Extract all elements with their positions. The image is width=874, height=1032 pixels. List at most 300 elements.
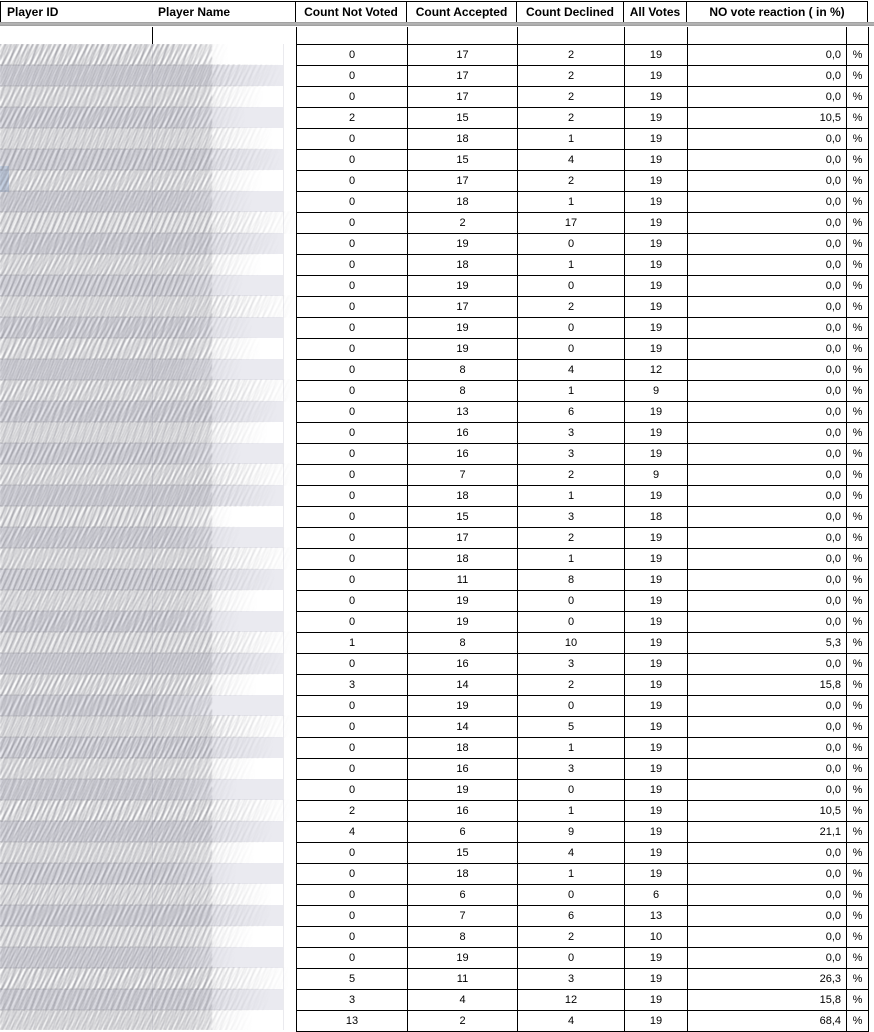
cell-count-accepted[interactable]: 2 <box>408 213 518 234</box>
cell-count-accepted[interactable]: 13 <box>408 402 518 423</box>
cell-all-votes[interactable]: 19 <box>625 843 688 864</box>
cell-count-not-voted[interactable]: 0 <box>297 948 408 969</box>
cell-no-vote-reaction-pct[interactable]: 0,0 <box>688 66 847 87</box>
cell-count-declined[interactable]: 1 <box>518 255 625 276</box>
cell-count-declined[interactable]: 1 <box>518 381 625 402</box>
cell-percent-symbol[interactable]: % <box>847 717 869 738</box>
cell-count-not-voted[interactable]: 0 <box>297 864 408 885</box>
cell-count-not-voted[interactable]: 0 <box>297 213 408 234</box>
cell-count-not-voted[interactable]: 0 <box>297 192 408 213</box>
cell-count-accepted[interactable]: 4 <box>408 990 518 1011</box>
empty-cell[interactable] <box>688 27 847 44</box>
cell-all-votes[interactable]: 10 <box>625 927 688 948</box>
cell-all-votes[interactable]: 19 <box>625 864 688 885</box>
cell-all-votes[interactable]: 19 <box>625 675 688 696</box>
cell-no-vote-reaction-pct[interactable]: 26,3 <box>688 969 847 990</box>
cell-no-vote-reaction-pct[interactable]: 0,0 <box>688 759 847 780</box>
cell-no-vote-reaction-pct[interactable]: 0,0 <box>688 318 847 339</box>
cell-count-declined[interactable]: 0 <box>518 318 625 339</box>
cell-count-accepted[interactable]: 19 <box>408 612 518 633</box>
cell-count-not-voted[interactable]: 0 <box>297 549 408 570</box>
cell-count-declined[interactable]: 6 <box>518 402 625 423</box>
cell-all-votes[interactable]: 19 <box>625 66 688 87</box>
cell-count-accepted[interactable]: 18 <box>408 192 518 213</box>
cell-percent-symbol[interactable]: % <box>847 696 869 717</box>
cell-all-votes[interactable]: 19 <box>625 696 688 717</box>
empty-cell[interactable] <box>518 27 625 44</box>
cell-count-accepted[interactable]: 8 <box>408 633 518 654</box>
cell-count-declined[interactable]: 2 <box>518 87 625 108</box>
cell-all-votes[interactable]: 19 <box>625 255 688 276</box>
header-all-votes[interactable]: All Votes <box>624 2 687 22</box>
empty-cell[interactable] <box>297 27 408 44</box>
cell-count-accepted[interactable]: 18 <box>408 129 518 150</box>
cell-all-votes[interactable]: 19 <box>625 717 688 738</box>
cell-count-accepted[interactable]: 16 <box>408 654 518 675</box>
cell-count-declined[interactable]: 4 <box>518 1011 625 1032</box>
cell-count-not-voted[interactable]: 0 <box>297 465 408 486</box>
cell-count-declined[interactable]: 0 <box>518 591 625 612</box>
cell-count-declined[interactable]: 10 <box>518 633 625 654</box>
cell-all-votes[interactable]: 19 <box>625 948 688 969</box>
cell-percent-symbol[interactable]: % <box>847 927 869 948</box>
cell-percent-symbol[interactable]: % <box>847 822 869 843</box>
cell-count-not-voted[interactable]: 0 <box>297 612 408 633</box>
cell-all-votes[interactable]: 19 <box>625 423 688 444</box>
cell-count-declined[interactable]: 2 <box>518 45 625 66</box>
cell-all-votes[interactable]: 19 <box>625 654 688 675</box>
cell-all-votes[interactable]: 19 <box>625 234 688 255</box>
cell-percent-symbol[interactable]: % <box>847 402 869 423</box>
cell-percent-symbol[interactable]: % <box>847 801 869 822</box>
cell-count-accepted[interactable]: 8 <box>408 360 518 381</box>
redaction-scribble <box>0 211 296 234</box>
cell-count-not-voted[interactable]: 0 <box>297 906 408 927</box>
cell-percent-symbol[interactable]: % <box>847 507 869 528</box>
cell-all-votes[interactable]: 19 <box>625 528 688 549</box>
cell-percent-symbol[interactable]: % <box>847 738 869 759</box>
cell-count-not-voted[interactable]: 0 <box>297 486 408 507</box>
cell-no-vote-reaction-pct[interactable]: 0,0 <box>688 717 847 738</box>
cell-count-not-voted[interactable]: 0 <box>297 570 408 591</box>
cell-percent-symbol[interactable]: % <box>847 297 869 318</box>
cell-count-not-voted[interactable]: 1 <box>297 633 408 654</box>
cell-count-declined[interactable]: 1 <box>518 486 625 507</box>
cell-no-vote-reaction-pct[interactable]: 0,0 <box>688 612 847 633</box>
cell-count-declined[interactable]: 0 <box>518 612 625 633</box>
cell-no-vote-reaction-pct[interactable]: 0,0 <box>688 591 847 612</box>
cell-no-vote-reaction-pct[interactable]: 0,0 <box>688 528 847 549</box>
cell-all-votes[interactable]: 19 <box>625 171 688 192</box>
cell-count-not-voted[interactable]: 0 <box>297 255 408 276</box>
cell-all-votes[interactable]: 19 <box>625 297 688 318</box>
cell-count-accepted[interactable]: 7 <box>408 465 518 486</box>
cell-all-votes[interactable]: 19 <box>625 45 688 66</box>
cell-percent-symbol[interactable]: % <box>847 192 869 213</box>
cell-no-vote-reaction-pct[interactable]: 10,5 <box>688 108 847 129</box>
cell-count-not-voted[interactable]: 0 <box>297 717 408 738</box>
header-player-id[interactable]: Player ID <box>0 2 152 22</box>
cell-count-not-voted[interactable]: 2 <box>297 108 408 129</box>
cell-no-vote-reaction-pct[interactable]: 5,3 <box>688 633 847 654</box>
cell-no-vote-reaction-pct[interactable]: 0,0 <box>688 465 847 486</box>
cell-count-declined[interactable]: 0 <box>518 885 625 906</box>
cell-all-votes[interactable]: 19 <box>625 108 688 129</box>
cell-count-declined[interactable]: 0 <box>518 276 625 297</box>
cell-all-votes[interactable]: 13 <box>625 906 688 927</box>
cell-no-vote-reaction-pct[interactable]: 0,0 <box>688 339 847 360</box>
cell-percent-symbol[interactable]: % <box>847 1011 869 1032</box>
cell-percent-symbol[interactable]: % <box>847 906 869 927</box>
cell-count-accepted[interactable]: 14 <box>408 675 518 696</box>
cell-percent-symbol[interactable]: % <box>847 675 869 696</box>
cell-percent-symbol[interactable]: % <box>847 45 869 66</box>
cell-all-votes[interactable]: 19 <box>625 738 688 759</box>
cell-count-not-voted[interactable]: 0 <box>297 45 408 66</box>
cell-no-vote-reaction-pct[interactable]: 0,0 <box>688 696 847 717</box>
cell-all-votes[interactable]: 19 <box>625 591 688 612</box>
cell-count-not-voted[interactable]: 0 <box>297 171 408 192</box>
cell-count-declined[interactable]: 4 <box>518 360 625 381</box>
cell-count-not-voted[interactable]: 0 <box>297 843 408 864</box>
cell-count-accepted[interactable]: 2 <box>408 1011 518 1032</box>
cell-count-accepted[interactable]: 17 <box>408 171 518 192</box>
cell-count-accepted[interactable]: 18 <box>408 549 518 570</box>
cell-no-vote-reaction-pct[interactable]: 0,0 <box>688 507 847 528</box>
empty-cell[interactable] <box>625 27 688 44</box>
cell-count-declined[interactable]: 3 <box>518 423 625 444</box>
cell-count-accepted[interactable]: 19 <box>408 339 518 360</box>
cell-no-vote-reaction-pct[interactable]: 0,0 <box>688 297 847 318</box>
cell-count-not-voted[interactable]: 0 <box>297 318 408 339</box>
cell-all-votes[interactable]: 19 <box>625 87 688 108</box>
cell-count-declined[interactable]: 0 <box>518 696 625 717</box>
cell-no-vote-reaction-pct[interactable]: 0,0 <box>688 360 847 381</box>
cell-count-not-voted[interactable]: 0 <box>297 297 408 318</box>
cell-percent-symbol[interactable]: % <box>847 87 869 108</box>
cell-all-votes[interactable]: 19 <box>625 150 688 171</box>
cell-count-accepted[interactable]: 17 <box>408 66 518 87</box>
cell-count-declined[interactable]: 0 <box>518 948 625 969</box>
header-count-declined[interactable]: Count Declined <box>517 2 624 22</box>
cell-all-votes[interactable]: 6 <box>625 885 688 906</box>
cell-count-accepted[interactable]: 15 <box>408 150 518 171</box>
cell-percent-symbol[interactable]: % <box>847 234 869 255</box>
cell-no-vote-reaction-pct[interactable]: 0,0 <box>688 87 847 108</box>
freeze-pane-divider[interactable] <box>0 22 874 26</box>
cell-all-votes[interactable]: 19 <box>625 612 688 633</box>
cell-all-votes[interactable]: 19 <box>625 213 688 234</box>
redaction-scribble <box>0 127 272 150</box>
cell-no-vote-reaction-pct[interactable]: 0,0 <box>688 927 847 948</box>
cell-all-votes[interactable]: 9 <box>625 465 688 486</box>
cell-percent-symbol[interactable]: % <box>847 486 869 507</box>
cell-no-vote-reaction-pct[interactable]: 0,0 <box>688 843 847 864</box>
empty-cell[interactable] <box>408 27 518 44</box>
cell-count-accepted[interactable]: 16 <box>408 759 518 780</box>
cell-no-vote-reaction-pct[interactable]: 0,0 <box>688 150 847 171</box>
cell-all-votes[interactable]: 19 <box>625 192 688 213</box>
cell-percent-symbol[interactable]: % <box>847 339 869 360</box>
cell-count-declined[interactable]: 1 <box>518 864 625 885</box>
cell-count-declined[interactable]: 2 <box>518 66 625 87</box>
cell-count-declined[interactable]: 3 <box>518 654 625 675</box>
cell-percent-symbol[interactable]: % <box>847 465 869 486</box>
header-no-vote-reaction[interactable]: NO vote reaction ( in %) <box>687 2 868 22</box>
cell-all-votes[interactable]: 19 <box>625 1011 688 1032</box>
cell-all-votes[interactable]: 19 <box>625 990 688 1011</box>
cell-count-declined[interactable]: 0 <box>518 234 625 255</box>
cell-count-not-voted[interactable]: 0 <box>297 528 408 549</box>
cell-count-declined[interactable]: 2 <box>518 465 625 486</box>
cell-count-declined[interactable]: 4 <box>518 150 625 171</box>
cell-all-votes[interactable]: 19 <box>625 402 688 423</box>
cell-count-not-voted[interactable]: 0 <box>297 780 408 801</box>
cell-count-accepted[interactable]: 18 <box>408 486 518 507</box>
cell-all-votes[interactable]: 19 <box>625 276 688 297</box>
cell-count-declined[interactable]: 12 <box>518 990 625 1011</box>
cell-count-accepted[interactable]: 16 <box>408 444 518 465</box>
cell-count-accepted[interactable]: 17 <box>408 528 518 549</box>
cell-percent-symbol[interactable]: % <box>847 549 869 570</box>
cell-count-declined[interactable]: 0 <box>518 780 625 801</box>
cell-count-not-voted[interactable]: 0 <box>297 234 408 255</box>
cell-no-vote-reaction-pct[interactable]: 0,0 <box>688 486 847 507</box>
cell-count-declined[interactable]: 5 <box>518 717 625 738</box>
cell-count-not-voted[interactable]: 3 <box>297 675 408 696</box>
cell-no-vote-reaction-pct[interactable]: 15,8 <box>688 675 847 696</box>
cell-percent-symbol[interactable]: % <box>847 150 869 171</box>
empty-cell[interactable] <box>847 27 869 44</box>
cell-percent-symbol[interactable]: % <box>847 612 869 633</box>
cell-no-vote-reaction-pct[interactable]: 0,0 <box>688 192 847 213</box>
cell-count-accepted[interactable]: 19 <box>408 318 518 339</box>
cell-count-accepted[interactable]: 11 <box>408 570 518 591</box>
cell-count-declined[interactable]: 1 <box>518 801 625 822</box>
cell-no-vote-reaction-pct[interactable]: 0,0 <box>688 381 847 402</box>
cell-percent-symbol[interactable]: % <box>847 654 869 675</box>
cell-all-votes[interactable]: 19 <box>625 549 688 570</box>
cell-no-vote-reaction-pct[interactable]: 0,0 <box>688 906 847 927</box>
cell-percent-symbol[interactable]: % <box>847 570 869 591</box>
cell-all-votes[interactable]: 19 <box>625 318 688 339</box>
cell-percent-symbol[interactable]: % <box>847 759 869 780</box>
cell-count-accepted[interactable]: 17 <box>408 87 518 108</box>
cell-count-not-voted[interactable]: 0 <box>297 444 408 465</box>
cell-count-accepted[interactable]: 19 <box>408 696 518 717</box>
cell-count-not-voted[interactable]: 0 <box>297 507 408 528</box>
cell-all-votes[interactable]: 19 <box>625 969 688 990</box>
cell-count-declined[interactable]: 2 <box>518 171 625 192</box>
cell-count-not-voted[interactable]: 2 <box>297 801 408 822</box>
cell-no-vote-reaction-pct[interactable]: 0,0 <box>688 402 847 423</box>
cell-percent-symbol[interactable]: % <box>847 360 869 381</box>
cell-count-not-voted[interactable]: 0 <box>297 339 408 360</box>
cell-count-accepted[interactable]: 7 <box>408 906 518 927</box>
cell-no-vote-reaction-pct[interactable]: 15,8 <box>688 990 847 1011</box>
cell-count-declined[interactable]: 6 <box>518 906 625 927</box>
cell-count-accepted[interactable]: 15 <box>408 108 518 129</box>
cell-count-accepted[interactable]: 8 <box>408 927 518 948</box>
cell-no-vote-reaction-pct[interactable]: 0,0 <box>688 276 847 297</box>
cell-count-accepted[interactable]: 11 <box>408 969 518 990</box>
cell-percent-symbol[interactable]: % <box>847 423 869 444</box>
cell-no-vote-reaction-pct[interactable]: 0,0 <box>688 738 847 759</box>
cell-count-not-voted[interactable]: 0 <box>297 129 408 150</box>
redaction-scribble <box>0 799 290 822</box>
cell-count-not-voted[interactable]: 0 <box>297 423 408 444</box>
cell-count-accepted[interactable]: 14 <box>408 717 518 738</box>
cell-percent-symbol[interactable]: % <box>847 444 869 465</box>
cell-count-not-voted[interactable]: 0 <box>297 360 408 381</box>
cell-count-not-voted[interactable]: 5 <box>297 969 408 990</box>
cell-count-declined[interactable]: 3 <box>518 507 625 528</box>
cell-count-accepted[interactable]: 15 <box>408 507 518 528</box>
cell-no-vote-reaction-pct[interactable]: 0,0 <box>688 948 847 969</box>
cell-count-declined[interactable]: 4 <box>518 843 625 864</box>
cell-all-votes[interactable]: 19 <box>625 633 688 654</box>
cell-count-not-voted[interactable]: 0 <box>297 402 408 423</box>
cell-percent-symbol[interactable]: % <box>847 213 869 234</box>
cell-count-accepted[interactable]: 19 <box>408 234 518 255</box>
cell-count-not-voted[interactable]: 4 <box>297 822 408 843</box>
cell-count-accepted[interactable]: 19 <box>408 591 518 612</box>
cell-count-declined[interactable]: 3 <box>518 759 625 780</box>
header-count-accepted[interactable]: Count Accepted <box>407 2 517 22</box>
cell-percent-symbol[interactable]: % <box>847 129 869 150</box>
cell-no-vote-reaction-pct[interactable]: 0,0 <box>688 423 847 444</box>
cell-all-votes[interactable]: 18 <box>625 507 688 528</box>
cell-count-declined[interactable]: 8 <box>518 570 625 591</box>
cell-count-declined[interactable]: 1 <box>518 549 625 570</box>
header-count-not-voted[interactable]: Count Not Voted <box>296 2 407 22</box>
cell-count-not-voted[interactable]: 3 <box>297 990 408 1011</box>
cell-percent-symbol[interactable]: % <box>847 591 869 612</box>
cell-percent-symbol[interactable]: % <box>847 381 869 402</box>
cell-percent-symbol[interactable]: % <box>847 633 869 654</box>
cell-percent-symbol[interactable]: % <box>847 780 869 801</box>
cell-count-not-voted[interactable]: 0 <box>297 738 408 759</box>
cell-all-votes[interactable]: 19 <box>625 339 688 360</box>
cell-percent-symbol[interactable]: % <box>847 276 869 297</box>
cell-count-declined[interactable]: 2 <box>518 927 625 948</box>
cell-all-votes[interactable]: 19 <box>625 444 688 465</box>
cell-percent-symbol[interactable]: % <box>847 171 869 192</box>
cell-count-not-voted[interactable]: 0 <box>297 276 408 297</box>
cell-all-votes[interactable]: 19 <box>625 129 688 150</box>
cell-no-vote-reaction-pct[interactable]: 0,0 <box>688 213 847 234</box>
cell-percent-symbol[interactable]: % <box>847 843 869 864</box>
cell-count-not-voted[interactable]: 13 <box>297 1011 408 1032</box>
cell-percent-symbol[interactable]: % <box>847 255 869 276</box>
cell-count-not-voted[interactable]: 0 <box>297 591 408 612</box>
cell-all-votes[interactable]: 19 <box>625 822 688 843</box>
cell-no-vote-reaction-pct[interactable]: 10,5 <box>688 801 847 822</box>
cell-count-not-voted[interactable]: 0 <box>297 87 408 108</box>
cell-count-not-voted[interactable]: 0 <box>297 759 408 780</box>
cell-count-declined[interactable]: 3 <box>518 444 625 465</box>
cell-count-not-voted[interactable]: 0 <box>297 381 408 402</box>
cell-count-accepted[interactable]: 6 <box>408 885 518 906</box>
cell-count-not-voted[interactable]: 0 <box>297 66 408 87</box>
cell-count-declined[interactable]: 1 <box>518 192 625 213</box>
cell-count-not-voted[interactable]: 0 <box>297 696 408 717</box>
cell-percent-symbol[interactable]: % <box>847 885 869 906</box>
cell-no-vote-reaction-pct[interactable]: 0,0 <box>688 549 847 570</box>
cell-all-votes[interactable]: 19 <box>625 486 688 507</box>
cell-count-declined[interactable]: 2 <box>518 528 625 549</box>
cell-percent-symbol[interactable]: % <box>847 864 869 885</box>
cell-no-vote-reaction-pct[interactable]: 0,0 <box>688 444 847 465</box>
cell-no-vote-reaction-pct[interactable]: 0,0 <box>688 570 847 591</box>
cell-no-vote-reaction-pct[interactable]: 0,0 <box>688 885 847 906</box>
cell-count-not-voted[interactable]: 0 <box>297 654 408 675</box>
cell-count-not-voted[interactable]: 0 <box>297 927 408 948</box>
cell-count-accepted[interactable]: 6 <box>408 822 518 843</box>
cell-all-votes[interactable]: 19 <box>625 780 688 801</box>
cell-count-accepted[interactable]: 16 <box>408 423 518 444</box>
cell-count-not-voted[interactable]: 0 <box>297 150 408 171</box>
cell-all-votes[interactable]: 19 <box>625 759 688 780</box>
cell-all-votes[interactable]: 9 <box>625 381 688 402</box>
cell-percent-symbol[interactable]: % <box>847 528 869 549</box>
cell-count-declined[interactable]: 2 <box>518 297 625 318</box>
table-row <box>297 87 869 108</box>
cell-no-vote-reaction-pct[interactable]: 68,4 <box>688 1011 847 1032</box>
cell-count-declined[interactable]: 17 <box>518 213 625 234</box>
cell-percent-symbol[interactable]: % <box>847 948 869 969</box>
cell-percent-symbol[interactable]: % <box>847 969 869 990</box>
cell-no-vote-reaction-pct[interactable]: 0,0 <box>688 45 847 66</box>
cell-no-vote-reaction-pct[interactable]: 0,0 <box>688 864 847 885</box>
cell-percent-symbol[interactable]: % <box>847 108 869 129</box>
cell-count-declined[interactable]: 9 <box>518 822 625 843</box>
cell-no-vote-reaction-pct[interactable]: 21,1 <box>688 822 847 843</box>
cell-count-accepted[interactable]: 15 <box>408 843 518 864</box>
cell-all-votes[interactable]: 19 <box>625 570 688 591</box>
header-player-name[interactable]: Player Name <box>152 2 296 22</box>
cell-percent-symbol[interactable]: % <box>847 990 869 1011</box>
cell-count-declined[interactable]: 2 <box>518 108 625 129</box>
cell-no-vote-reaction-pct[interactable]: 0,0 <box>688 171 847 192</box>
cell-count-accepted[interactable]: 19 <box>408 780 518 801</box>
cell-count-declined[interactable]: 1 <box>518 129 625 150</box>
cell-count-accepted[interactable]: 18 <box>408 255 518 276</box>
cell-count-accepted[interactable]: 19 <box>408 276 518 297</box>
cell-count-declined[interactable]: 3 <box>518 969 625 990</box>
cell-count-accepted[interactable]: 18 <box>408 864 518 885</box>
cell-no-vote-reaction-pct[interactable]: 0,0 <box>688 780 847 801</box>
cell-percent-symbol[interactable]: % <box>847 318 869 339</box>
cell-no-vote-reaction-pct[interactable]: 0,0 <box>688 654 847 675</box>
cell-count-accepted[interactable]: 8 <box>408 381 518 402</box>
cell-no-vote-reaction-pct[interactable]: 0,0 <box>688 234 847 255</box>
cell-percent-symbol[interactable]: % <box>847 66 869 87</box>
cell-count-declined[interactable]: 0 <box>518 339 625 360</box>
cell-no-vote-reaction-pct[interactable]: 0,0 <box>688 129 847 150</box>
cell-count-accepted[interactable]: 17 <box>408 45 518 66</box>
cell-count-accepted[interactable]: 16 <box>408 801 518 822</box>
cell-count-accepted[interactable]: 17 <box>408 297 518 318</box>
cell-count-declined[interactable]: 1 <box>518 738 625 759</box>
cell-count-accepted[interactable]: 19 <box>408 948 518 969</box>
cell-all-votes[interactable]: 19 <box>625 801 688 822</box>
cell-no-vote-reaction-pct[interactable]: 0,0 <box>688 255 847 276</box>
cell-count-not-voted[interactable]: 0 <box>297 885 408 906</box>
cell-count-accepted[interactable]: 18 <box>408 738 518 759</box>
cell-count-declined[interactable]: 2 <box>518 675 625 696</box>
cell-all-votes[interactable]: 12 <box>625 360 688 381</box>
